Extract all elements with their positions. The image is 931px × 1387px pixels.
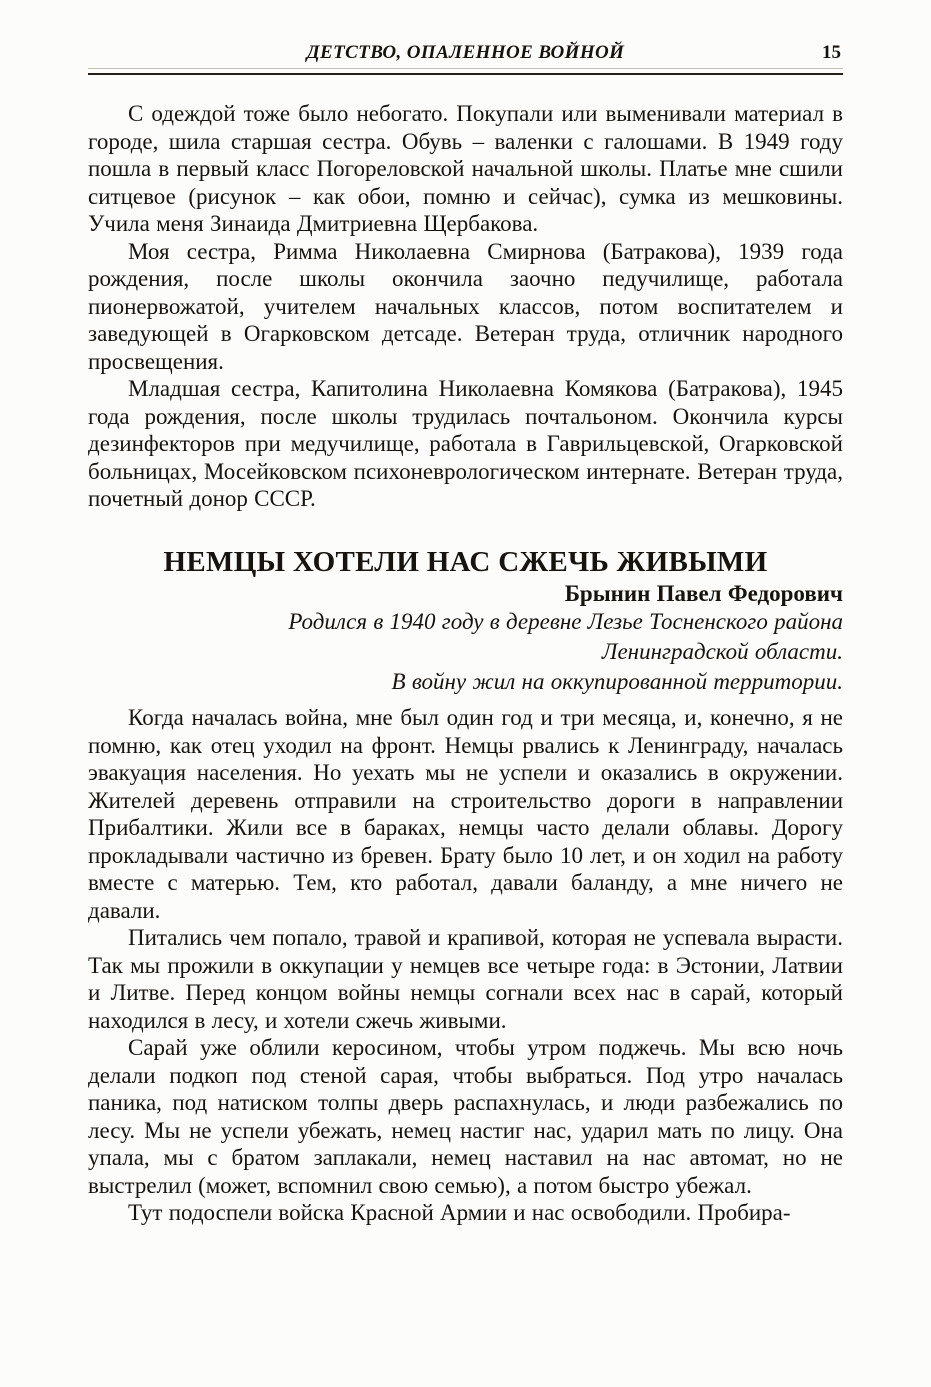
- author-bio-line: Ленинградской области.: [601, 639, 843, 664]
- paragraph-occupation: Питались чем попало, травой и крапивой, которая не успевала вырасти. Так мы прожили в оккупации у немцев все четыре года: в Эстонии, Латвии и Литве. Перед концом войны немцы согнали всех нас в сарай, который находился в лесу, и хотели сжечь живыми.: [88, 925, 843, 1033]
- paragraph-sister-rimma: Моя сестра, Римма Николаевна Смирнова (Батракова), 1939 года рождения, после школы окончила заочно педучилище, работала пионервожатой, учителем начальных классов, потом воспитателем и заведующей в Огарковском детсаде. Ветеран труда, отличник народного просвещения.: [88, 238, 843, 374]
- author-bio: [88, 607, 843, 697]
- paragraph-war-begins: Когда началась война, мне был один год и три месяца, и, конечно, я не помню, как отец уходил на фронт. Немцы рвались к Ленинграду, началась эвакуация населения. Но уехать мы не успели и оказались в окружении. Жителей деревень отправили на строительство дороги в направлении Прибалтики. Жили все в бараках, немцы часто делали облавы. Дорогу прокладывали частично из бревен. Брату было 10 лет, и он ходил на работу вместе с матерью. Тем, кто работал, давали баланду, а мне ничего не давали.: [88, 705, 843, 923]
- page-header: [88, 42, 843, 64]
- section-title: НЕМЦЫ ХОТЕЛИ НАС СЖЕЧЬ ЖИВЫМИ: [163, 545, 768, 578]
- section-author: Брынин Павел Федорович: [564, 580, 843, 606]
- paragraph-clothes: С одеждой тоже было небогато. Покупали или выменивали материал в городе, шила старшая сестра. Обувь – валенки с галошами. В 1949 году пошла в первый класс Погореловской начальной школы. Платье мне сшили ситцевое (рисунок – как обои, помню и сейчас), сумка из мешковины. Учила меня Зинаида Дмитриевна Щербакова.: [88, 101, 843, 236]
- paragraph-sister-kapitolina: Младшая сестра, Капитолина Николаевна Комякова (Батракова), 1945 года рождения, после школы трудилась почтальоном. Окончила курсы дезинфекторов при медучилище, работала в Гаврильцевской, Огарковской больницах, Мосейковском психоневрологическом интернате. Ветеран труда, почетный донор СССР.: [88, 376, 843, 511]
- running-title: ДЕТСТВО, ОПАЛЕННОЕ ВОЙНОЙ: [306, 42, 625, 63]
- paragraph-red-army: Тут подоспели войска Красной Армии и нас освободили. Пробира-: [128, 1200, 791, 1225]
- paragraph-barn-escape: Сарай уже облили керосином, чтобы утром поджечь. Мы всю ночь делали подкоп под стеной сарая, чтобы выбраться. Под утро началась паника, под натиском толпы дверь распахнулась, и люди разбежались по лесу. Мы не успели убежать, немец настиг нас, ударил мать по лицу. Она упала, мы с братом заплакали, немец наставил на нас автомат, но не выстрелил (может, вспомнил свою семью), а потом быстро убежал.: [88, 1035, 843, 1198]
- header-rule: [88, 68, 843, 75]
- author-bio-line: Родился в 1940 году в деревне Лезье Тосненского района: [288, 609, 843, 634]
- page-body: [88, 100, 843, 1227]
- author-bio-line: В войну жил на оккупированной территории.: [391, 669, 843, 694]
- page-number: 15: [822, 42, 841, 63]
